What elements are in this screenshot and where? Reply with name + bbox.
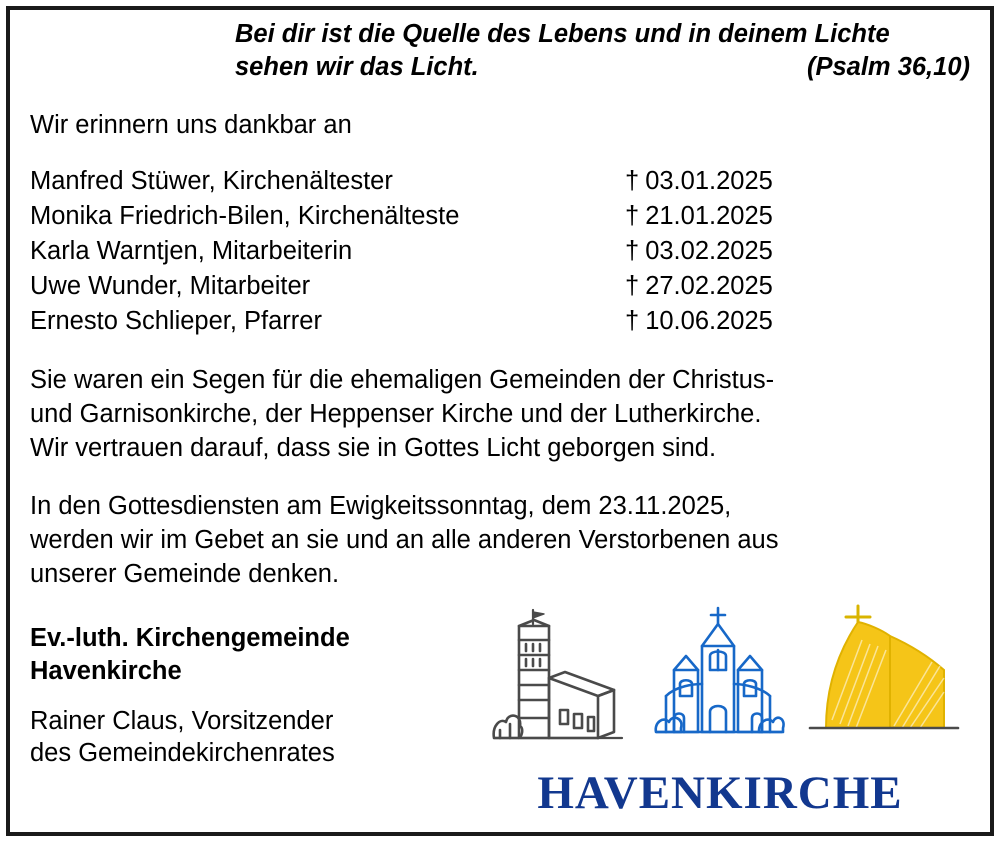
memorial-date-value: 10.06.2025 bbox=[645, 306, 773, 335]
memorial-date-value: 21.01.2025 bbox=[645, 202, 773, 231]
cross-icon: † bbox=[625, 202, 640, 231]
quote-line-2-row bbox=[235, 51, 970, 84]
memorial-row bbox=[30, 304, 970, 339]
cross-icon: † bbox=[625, 306, 640, 335]
memorial-date bbox=[625, 164, 773, 199]
memorial-date bbox=[625, 199, 773, 234]
memorial-name: Ernesto Schlieper, Pfarrer bbox=[30, 306, 322, 335]
memorial-row bbox=[30, 164, 970, 199]
notice-footer bbox=[30, 622, 970, 822]
paragraph-blessing-line-2: und Garnisonkirche, der Heppenser Kirche und der Lutherkirche. bbox=[30, 399, 762, 428]
intro-text: Wir erinnern uns dankbar an bbox=[30, 111, 352, 140]
church-modern-icon bbox=[494, 610, 622, 738]
notice-content bbox=[30, 18, 970, 822]
paragraph-service-line-3: unserer Gemeinde denken. bbox=[30, 560, 340, 589]
memorial-date-value: 03.02.2025 bbox=[645, 236, 773, 265]
memorial-row bbox=[30, 234, 970, 269]
congregation-name bbox=[30, 622, 500, 687]
paragraph-blessing bbox=[30, 364, 970, 466]
signatory-line-2: des Gemeindekirchenrates bbox=[30, 739, 335, 768]
quote-reference: (Psalm 36,10) bbox=[806, 52, 970, 81]
memorial-date bbox=[625, 269, 773, 304]
paragraph-service-line-1: In den Gottesdiensten am Ewigkeitssonntag, dem 23.11.2025, bbox=[30, 492, 732, 521]
havenkirche-logo bbox=[470, 600, 970, 820]
memorial-date bbox=[625, 304, 773, 339]
quote-line-1: Bei dir ist die Quelle des Lebens und in deinem Lichte bbox=[235, 20, 890, 48]
church-romanesque-icon bbox=[656, 608, 784, 732]
memorial-name: Uwe Wunder, Mitarbeiter bbox=[30, 271, 311, 300]
scripture-quote bbox=[235, 18, 970, 83]
memorial-name: Karla Warntjen, Mitarbeiterin bbox=[30, 236, 353, 265]
paragraph-service-line-2: werden wir im Gebet an sie und an alle anderen Verstorbenen aus bbox=[30, 526, 779, 555]
logo-icon-group bbox=[470, 600, 970, 750]
cross-icon: † bbox=[625, 167, 640, 196]
memorial-list bbox=[30, 164, 970, 339]
cross-icon: † bbox=[625, 236, 640, 265]
memorial-date-value: 03.01.2025 bbox=[645, 167, 773, 196]
memorial-name: Monika Friedrich-Bilen, Kirchenälteste bbox=[30, 202, 460, 231]
signature-block bbox=[30, 622, 500, 770]
quote-line-2: sehen wir das Licht. bbox=[235, 52, 479, 81]
memorial-name: Manfred Stüwer, Kirchenältester bbox=[30, 167, 393, 196]
memorial-row bbox=[30, 199, 970, 234]
paragraph-blessing-line-1: Sie waren ein Segen für die ehemaligen Gemeinden der Christus- bbox=[30, 365, 775, 394]
signatory-line-1: Rainer Claus, Vorsitzender bbox=[30, 706, 334, 735]
memorial-date bbox=[625, 234, 773, 269]
signatory bbox=[30, 705, 500, 770]
congregation-name-line-1: Ev.-luth. Kirchengemeinde bbox=[30, 624, 350, 653]
cross-icon: † bbox=[625, 271, 640, 300]
congregation-name-line-2: Havenkirche bbox=[30, 656, 182, 685]
memorial-row bbox=[30, 269, 970, 304]
paragraph-blessing-line-3: Wir vertrauen darauf, dass sie in Gottes Licht geborgen sind. bbox=[30, 433, 717, 462]
church-yellow-icon bbox=[810, 606, 958, 728]
memorial-date-value: 27.02.2025 bbox=[645, 271, 773, 300]
paragraph-service bbox=[30, 490, 970, 592]
logo-wordmark: HAVENKIRCHE bbox=[537, 767, 903, 820]
